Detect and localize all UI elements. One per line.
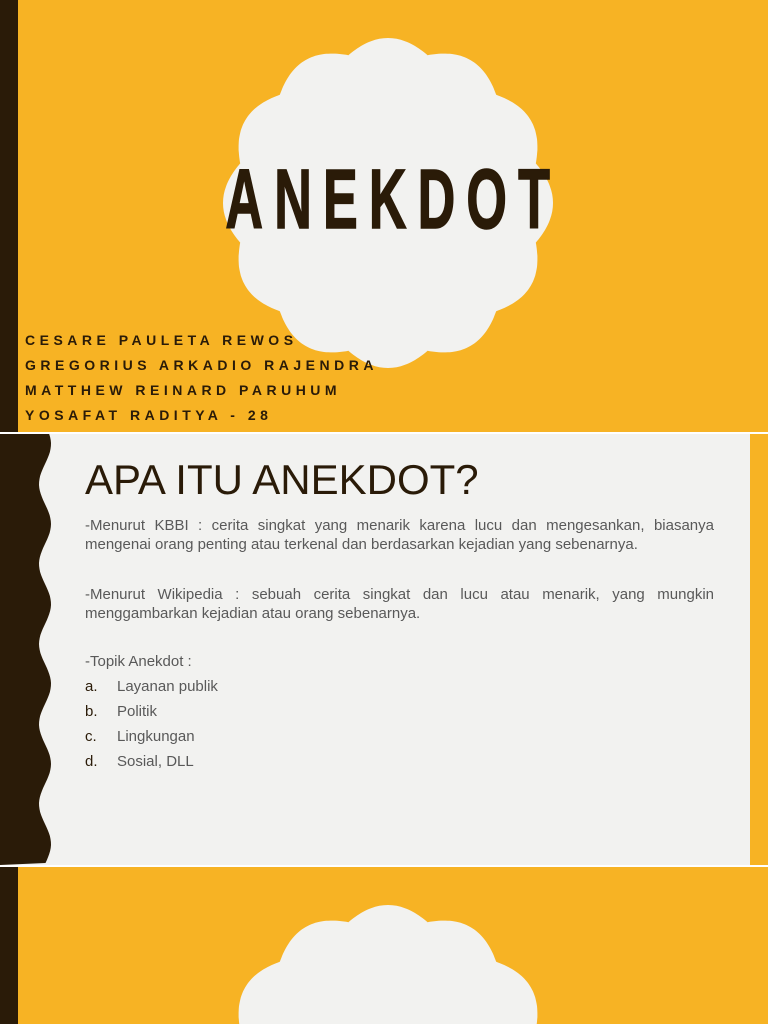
author-name: CESARE PAULETA REWOS <box>25 332 298 348</box>
author-name: GREGORIUS ARKADIO RAJENDRA <box>25 357 378 373</box>
scalloped-badge-shape <box>0 867 768 1024</box>
list-item <box>85 674 485 699</box>
wavy-left-border <box>0 434 60 865</box>
list-marker: b. <box>85 703 98 720</box>
topic-list-label: -Topik Anekdot : <box>85 653 192 670</box>
list-item-text: Layanan publik <box>117 678 218 695</box>
scalloped-badge-path <box>223 905 553 1024</box>
topic-list <box>85 649 485 774</box>
list-marker: a. <box>85 678 98 695</box>
author-name: YOSAFAT RADITYA - 28 <box>25 407 273 423</box>
list-marker: d. <box>85 753 98 770</box>
slide-partial <box>0 867 768 1024</box>
slide-title-text: ANEKDOT <box>225 152 562 246</box>
definition-paragraph-wikipedia: -Menurut Wikipedia : sebuah cerita singkat dan lucu atau menarik, yang mungkin menggambarkan kejadian atau orang sebenarnya. <box>85 586 714 622</box>
title-container <box>88 152 688 246</box>
list-marker: c. <box>85 728 97 745</box>
right-accent-strip <box>750 434 768 865</box>
list-item-text: Sosial, DLL <box>117 753 194 770</box>
list-item-text: Lingkungan <box>117 728 195 745</box>
list-item <box>85 699 485 724</box>
slide-title <box>0 0 768 432</box>
definition-paragraph-kbbi: -Menurut KBBI : cerita singkat yang menarik karena lucu dan mengesankan, biasanya mengenai orang penting atau terkenal dan berdasarkan kejadian yang sebenarnya. <box>85 517 714 553</box>
wavy-border-path <box>0 434 51 865</box>
list-item <box>85 724 485 749</box>
author-name: MATTHEW REINARD PARUHUM <box>25 382 342 398</box>
list-item-text: Politik <box>117 703 158 720</box>
author-list <box>25 328 445 428</box>
slide-heading: APA ITU ANEKDOT? <box>85 456 479 503</box>
list-item <box>85 749 485 774</box>
slide-definition <box>0 434 768 865</box>
